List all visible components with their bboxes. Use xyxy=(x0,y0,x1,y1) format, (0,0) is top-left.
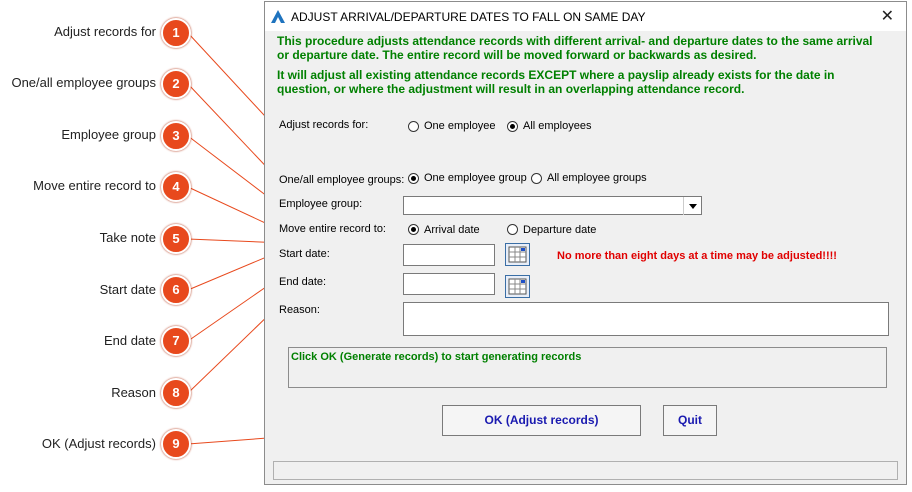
all-groups-label[interactable]: All employee groups xyxy=(547,172,647,184)
quit-button[interactable]: Quit xyxy=(663,405,717,436)
departure-date-radio[interactable] xyxy=(507,224,518,235)
start-date-calendar-button[interactable] xyxy=(505,243,530,266)
all-employees-radio[interactable] xyxy=(507,121,518,132)
callout-badge-3: 3 xyxy=(161,121,191,151)
start-date-label: Start date: xyxy=(279,248,330,260)
status-message: Click OK (Generate records) to start generating records xyxy=(291,351,582,363)
ok-adjust-records-button[interactable]: OK (Adjust records) xyxy=(442,405,641,436)
start-date-input[interactable] xyxy=(403,244,495,266)
callout-label-1: Adjust records for xyxy=(54,24,156,39)
intro-paragraph-1: This procedure adjusts attendance records with different arrival- and departure dates to the same arrival or departure date. The entire record will be moved forward or backwards as desired. xyxy=(277,34,873,62)
callout-label-5: Take note xyxy=(99,230,156,245)
callout-label-9: OK (Adjust records) xyxy=(41,436,156,451)
callout-badge-8: 8 xyxy=(161,378,191,408)
callout-badge-9: 9 xyxy=(161,429,191,459)
all-employees-label[interactable]: All employees xyxy=(523,120,592,132)
callout-badge-4: 4 xyxy=(161,172,191,202)
window-title: ADJUST ARRIVAL/DEPARTURE DATES TO FALL ON SAME DAY xyxy=(291,10,646,24)
leader-line-8 xyxy=(188,308,276,393)
one-employee-radio[interactable] xyxy=(408,121,419,132)
reason-label: Reason: xyxy=(279,304,320,316)
all-groups-radio[interactable] xyxy=(531,173,542,184)
one-group-label[interactable]: One employee group xyxy=(424,172,527,184)
adjust-dates-dialog xyxy=(264,1,907,485)
callout-badge-2: 2 xyxy=(161,69,191,99)
one-group-radio[interactable] xyxy=(408,173,419,184)
callout-label-3: Employee group xyxy=(61,127,156,142)
intro-paragraph-2: It will adjust all existing attendance records EXCEPT where a payslip already exists for the date in question, or where the adjustment will result in an overlapping attendance record. xyxy=(277,68,835,96)
callout-label-2: One/all employee groups xyxy=(11,75,156,90)
status-message-box xyxy=(288,347,887,388)
leader-line-1 xyxy=(188,33,276,128)
close-icon[interactable]: ✕ xyxy=(880,8,894,25)
leader-line-2 xyxy=(188,84,276,177)
arrival-date-radio[interactable] xyxy=(408,224,419,235)
adjust-records-label: Adjust records for: xyxy=(279,119,369,131)
employee-group-select[interactable] xyxy=(403,196,702,215)
employee-groups-label: One/all employee groups: xyxy=(279,174,405,186)
status-bar xyxy=(273,461,898,480)
leader-line-6 xyxy=(188,253,276,290)
callout-label-7: End date xyxy=(103,333,156,348)
end-date-calendar-button[interactable] xyxy=(505,275,530,298)
callout-badge-6: 6 xyxy=(161,275,191,305)
arrival-date-label[interactable]: Arrival date xyxy=(424,224,480,236)
callout-label-8: Reason xyxy=(111,385,156,400)
callout-badge-7: 7 xyxy=(161,326,191,356)
end-date-input[interactable] xyxy=(403,273,495,295)
date-range-warning: No more than eight days at a time may be adjusted!!!! xyxy=(557,250,837,262)
callout-label-4: Move entire record to xyxy=(33,178,156,193)
leader-line-7 xyxy=(188,280,276,341)
callout-badge-5: 5 xyxy=(161,224,191,254)
end-date-label: End date: xyxy=(279,276,327,288)
app-logo-icon xyxy=(271,10,285,23)
calendar-icon xyxy=(506,244,529,265)
move-record-label: Move entire record to: xyxy=(279,223,386,235)
calendar-icon xyxy=(506,276,529,297)
departure-date-label[interactable]: Departure date xyxy=(523,224,597,236)
one-employee-label[interactable]: One employee xyxy=(424,120,496,132)
chevron-down-icon[interactable] xyxy=(683,197,701,215)
callout-label-6: Start date xyxy=(99,282,156,297)
reason-input[interactable] xyxy=(403,302,889,336)
callout-badge-1: 1 xyxy=(161,18,191,48)
title-bar[interactable] xyxy=(265,2,906,31)
employee-group-label: Employee group: xyxy=(279,198,363,210)
